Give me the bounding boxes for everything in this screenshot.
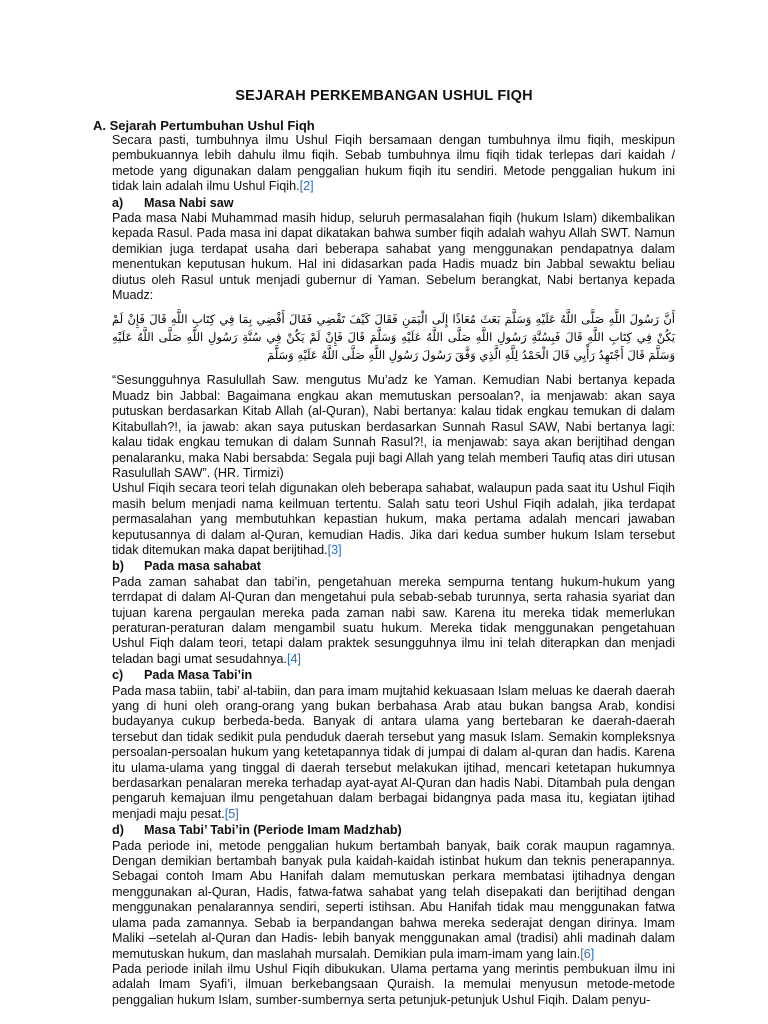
nabi-paragraph-1: Pada masa Nabi Muhammad masih hidup, seluruh permasalahan fiqih (hukum Islam) dikembalikan kepada Rasul. Pada masa ini dapat dikatakan bahwa sumber fiqih adalah wahyu Allah SWT. Namun demikian juga terdapat usaha dari beberapa sahabat yang menggunakan pendapatnya dalam menentukan keputusan hukum. Hal ini didasarkan pada Hadis muadz bin Jabbal sewaktu beliau diutus oleh Rasul untuk menjadi gubernur di Yaman. Sebelum berangkat, Nabi bertanya kepada Muadz:	[112, 211, 675, 303]
tabiin-paragraph-text: Pada masa tabiin, tabi’ al-tabiin, dan para imam mujtahid kekuasaan Islam meluas ke daerah daerah yang di huni oleh orang-orang yang bukan berbahasa Arab atau bukan bangsa Arab, kondisi budayanya cukup berbeda-beda. Banyak di antara ulama yang bertebaran ke daerah-daerah tersebut dan tidak sedikit pula penduduk daerah tersebut yang masuk Islam. Semakin kompleksnya persoalan-persoalan hukum yang ketetapannya tidak di jumpai di dalam al-quran dan hadis. Karena itu ulama-ulama yang tinggal di daerah tersebut melakukan ijtihad, mencari ketetapan hukumnya berdasarkan penalaran mereka terhadap ayat-ayat Al-Quran dan hadis Nabi. Ditambah pula dengan pengaruh kemajuan ilmu pengetahuan dalam berbagai bidangnya pada masa itu, kegiatan ijtihad menjadi maju pesat.	[112, 683, 675, 821]
subheading-a	[112, 196, 675, 211]
footnote-ref-6[interactable]: [6]	[580, 946, 595, 961]
document-title: SEJARAH PERKEMBANGAN USHUL FIQH	[235, 88, 533, 104]
madzhab-paragraph-2: Pada periode inilah ilmu Ushul Fiqih dibukukan. Ulama pertama yang merintis pembukuan ilmu ini adalah Imam Syafi’i, ilmuan berkebangsaan Quraish. Ia memulai menyusun metode-metode penggalian hukum Islam, sumber-sumbernya serta petunjuk-petunjuk Ushul Fiqih. Dalam penyu-	[112, 961, 675, 1007]
footnote-ref-4[interactable]: [4]	[287, 651, 302, 666]
sahabat-paragraph-text: Pada zaman sahabat dan tabi’in, pengetahuan mereka sempurna tentang hukum-hukum yang terrdapat di dalam Al-Quran dan mengetahui pula sebab-sebab turunnya, serta rahasia syariat dan tujuan karena pergaulan mereka pada zaman nabi saw. Karena itu mereka tidak memerlukan peraturan-peraturan dalam mengambil suatu hukum. Mereka tidak menggunakan pengetahuan Ushul Fiqh dalam teori, tetapi dalam praktek sesungguhnya ilmu ini telah diterapkan dan menjadi teladan bagi umat sesudahnya.	[112, 574, 675, 666]
intro-text: Secara pasti, tumbuhnya ilmu Ushul Fiqih bersamaan dengan tumbuhnya ilmu fiqih, meskipun pembukuannya lebih dahulu ilmu fiqih. Sebab tumbuhnya ilmu fiqih tidak terlepas dari kaidah / metode yang digunakan dalam penggalian hukum fiqih itu sendiri. Metode penggalian hukum ini tidak lain adalah ilmu Ushul Fiqih.	[112, 133, 675, 194]
nabi-paragraph-2-text: Ushul Fiqih secara teori telah digunakan oleh beberapa sahabat, walaupun pada saat itu Ushul Fiqih masih belum menjadi nama keilmuan tertentu. Salah satu teori Ushul Fiqih adalah, jika terdapat permasalahan yang membutuhkan kepastian hukum, maka pertama adalah mencari jawaban keputusannya di dalam al-Quran, kemudian Hadis. Jika dari kedua sumber hukum Islam tersebut tidak ditemukan maka dapat berijtihad.	[112, 481, 675, 557]
sahabat-paragraph	[112, 575, 675, 667]
subheading-a-label: a)	[112, 195, 124, 210]
madzhab-paragraph-1-text: Pada periode ini, metode penggalian hukum bertambah banyak, baik corak maupun ragamnya. Dengan demikian bertambah banyak pula kaidah-kaidah istinbat hukum dan teknis penerapannya. Sebagai contoh Imam Abu Hanifah dalam memutuskan perkara membatasi ijtihadnya dengan menggunakan al-Quran, Hadis, fatwa-fatwa sahabat yang telah disepakati dan berijtihad dengan menggunakan penalarannya sendiri, seperti istihsan. Abu Hanifah tidak mau menggunakan fatwa ulama pada zamannya. Sebab ia berpandangan bahwa mereka sederajat dengan dirinya. Imam Maliki –setelah al-Quran dan Hadis- lebih banyak menggunakan amal (tradisi) ahli madinah dalam memutuskan hukum, dan maslahah mursalah. Demikian pula imam-imam yang lain.	[112, 838, 675, 961]
subheading-b-title: Pada masa sahabat	[144, 559, 261, 574]
subheading-c	[112, 668, 675, 683]
subheading-c-label: c)	[112, 668, 124, 683]
section-heading-a: A. Sejarah Pertumbuhan Ushul Fiqh	[93, 118, 315, 133]
footnote-ref-3[interactable]: [3]	[327, 542, 342, 557]
nabi-paragraph-2	[112, 481, 675, 558]
subheading-d-title: Masa Tabi’ Tabi’in (Periode Imam Madzhab)	[144, 823, 402, 838]
subheading-d	[112, 823, 675, 838]
subheading-b-label: b)	[112, 559, 124, 574]
arabic-hadith: أَنَّ رَسُولَ اللَّهِ صَلَّى اللَّهُ عَلَيْهِ وَسَلَّمَ بَعَثَ مُعَاذًا إِلَى الْيَمَنِ فَقَالَ كَيْفَ تَقْضِي فَقَالَ أَقْضِي بِمَا فِي كِتَابِ اللَّهِ قَالَ فَإِنْ لَمْ يَكُنْ فِي كِتَابِ اللَّهِ قَالَ فَبِسُنَّةِ رَسُولِ اللَّهِ صَلَّى اللَّهُ عَلَيْهِ وَسَلَّمَ قَالَ فَإِنْ لَمْ يَكُنْ فِي سُنَّةِ رَسُولِ اللَّهِ صَلَّى اللَّهُ عَلَيْهِ وَسَلَّمَ قَالَ أَجْتَهِدُ رَأْيِي قَالَ الْحَمْدُ لِلَّهِ الَّذِي وَفَّقَ رَسُولَ رَسُولِ اللَّهِ صَلَّى اللَّهُ عَلَيْهِ وَسَلَّمَ	[112, 312, 675, 363]
footnote-ref-2[interactable]: [2]	[299, 179, 314, 194]
madzhab-paragraph-1	[112, 839, 675, 962]
footnote-ref-5[interactable]: [5]	[224, 806, 239, 821]
tabiin-paragraph	[112, 684, 675, 823]
subheading-b	[112, 559, 675, 574]
subheading-a-title: Masa Nabi saw	[144, 195, 234, 210]
subheading-c-title: Pada Masa Tabi’in	[144, 668, 253, 683]
intro-paragraph	[112, 133, 675, 195]
document-body	[112, 133, 675, 1008]
hadith-translation: “Sesungguhnya Rasulullah Saw. mengutus Mu’adz ke Yaman. Kemudian Nabi bertanya kepada Muadz bin Jabbal: Bagaimana engkau akan memutuskan persoalan?, ia menjawab: akan saya putuskan berdasarkan Kitab Allah (al-Quran), Nabi bertanya: kalau tidak engkau temukan di dalam Kitabullah?!, ia jawab: akan saya putuskan berdasarkan Sunnah Rasul SAW, Nabi bertanya lagi: kalau tidak engkau temukan di dalam Sunnah Rasul?!, ia menjawab: saya akan berijtihad dengan penalaranku, maka Nabi bersabda: Segala puji bagi Allah yang telah memberi Taufiq atas diri utusan Rasulullah SAW”. (HR. Tirmizi)	[112, 373, 675, 480]
subheading-d-label: d)	[112, 823, 124, 838]
